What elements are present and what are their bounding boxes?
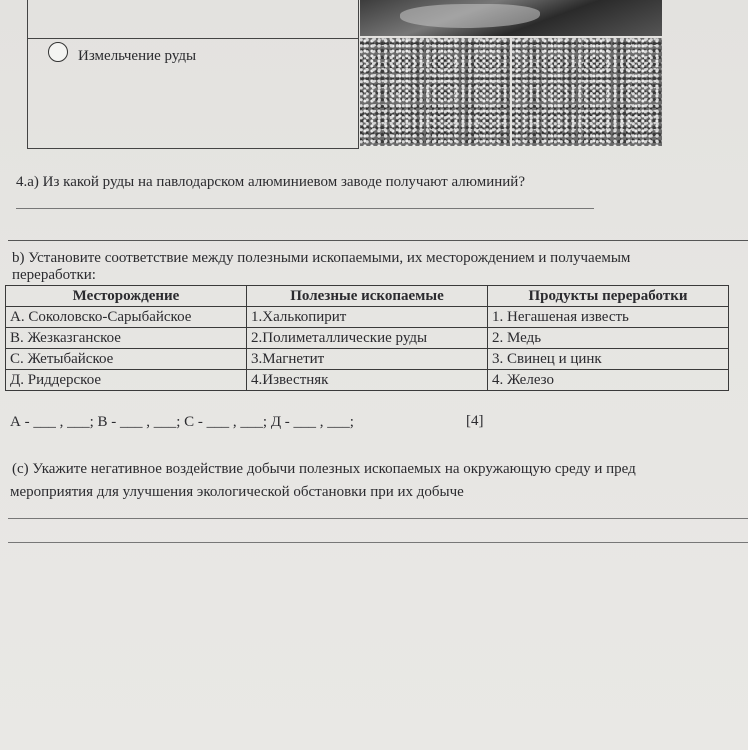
deposit-cell: Д. Риддерское [6, 370, 247, 391]
crushed-ore-photo-right [512, 38, 662, 146]
process-photo-top [360, 0, 662, 36]
deposit-cell: А. Соколовско-Сарыбайское [6, 307, 247, 328]
header-minerals: Полезные ископаемые [247, 286, 488, 307]
section-divider [8, 240, 748, 241]
deposit-cell: В. Жезказганское [6, 328, 247, 349]
radio-button[interactable] [48, 42, 68, 62]
table-row [6, 349, 729, 370]
table-header-row [6, 286, 729, 307]
product-cell: 1. Негашеная известь [488, 307, 729, 328]
answer-template[interactable]: А - ___ , ___; В - ___ , ___; С - ___ , ___; Д - ___ , ___; [10, 414, 354, 430]
mineral-cell: 2.Полиметаллические руды [247, 328, 488, 349]
mineral-cell: 3.Магнетит [247, 349, 488, 370]
question-b-line1: b) Установите соответствие между полезными ископаемыми, их месторождением и получаемым [12, 250, 631, 266]
matching-table [5, 285, 729, 391]
row-divider [28, 38, 358, 39]
product-cell: 4. Железо [488, 370, 729, 391]
header-deposit: Месторождение [6, 286, 247, 307]
product-cell: 3. Свинец и цинк [488, 349, 729, 370]
answer-option-box [27, 0, 359, 149]
marks-label: [4] [466, 413, 484, 429]
deposit-cell: С. Жетыбайское [6, 349, 247, 370]
table-row [6, 328, 729, 349]
mineral-cell: 4.Известняк [247, 370, 488, 391]
header-products: Продукты переработки [488, 286, 729, 307]
product-cell: 2. Медь [488, 328, 729, 349]
question-c-line1: (с) Укажите негативное воздействие добычи полезных ископаемых на окружающую среду и пред [12, 461, 636, 477]
answer-line-c2[interactable] [8, 542, 748, 543]
answer-line-4a[interactable] [16, 208, 594, 209]
table-row [6, 307, 729, 328]
option-label: Измельчение руды [78, 48, 197, 64]
answer-line-c1[interactable] [8, 518, 748, 519]
question-c-line2: мероприятия для улучшения экологической обстановки при их добыче [10, 484, 464, 500]
table-row [6, 370, 729, 391]
question-b-line2: переработки: [12, 267, 96, 283]
mineral-cell: 1.Халькопирит [247, 307, 488, 328]
question-4a: 4.а) Из какой руды на павлодарском алюминиевом заводе получают алюминий? [16, 174, 525, 190]
crushed-ore-photo-left [360, 38, 510, 146]
